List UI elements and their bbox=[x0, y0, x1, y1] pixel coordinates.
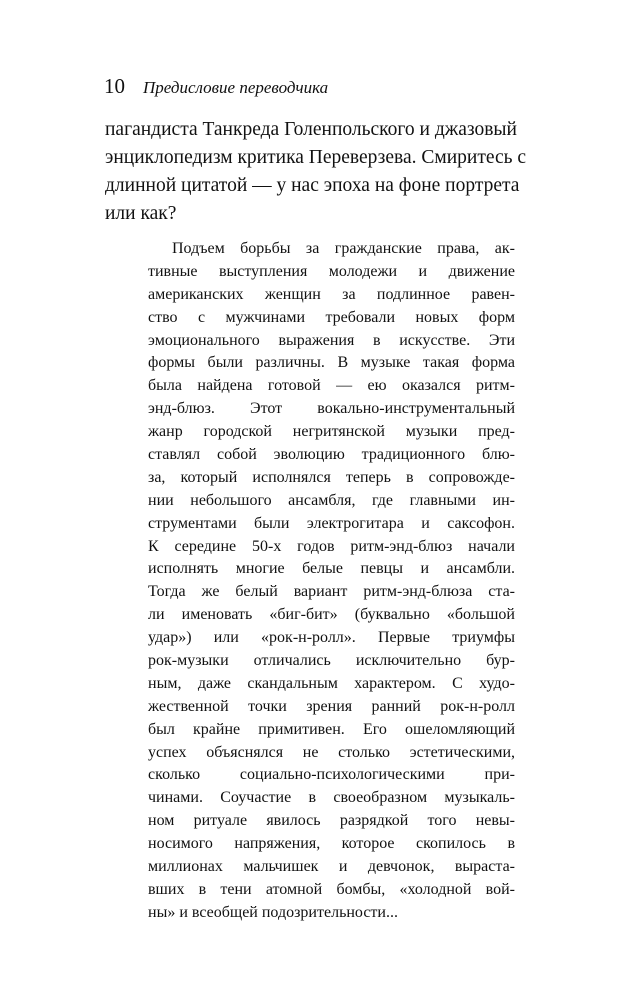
quote-line: ли именовать «биг-бит» (буквально «большой bbox=[148, 606, 515, 624]
intro-line: пагандиста Танкреда Голенпольского и джазовый bbox=[105, 119, 517, 140]
intro-paragraph bbox=[105, 116, 527, 228]
block-quote bbox=[148, 238, 515, 925]
quote-line: ны» и всеобщей подозрительности... bbox=[148, 903, 398, 921]
quote-line: Тогда же белый вариант ритм-энд-блюза ста- bbox=[148, 583, 515, 601]
quote-line: удар») или «рок-н-ролл». Первые триумфы bbox=[148, 629, 515, 647]
quote-line: Подъем борьбы за гражданские права, ак- bbox=[172, 240, 515, 257]
quote-line: успех объяснялся не столько эстетическими, bbox=[148, 743, 515, 761]
quote-line: нии небольшого ансамбля, где главными ин- bbox=[148, 491, 515, 509]
quote-line: ставлял собой эволюцию традиционного блю- bbox=[148, 446, 515, 464]
intro-line: длинной цитатой — у нас эпоха на фоне портрета bbox=[105, 175, 520, 196]
quote-line: формы были различны. В музыке такая форма bbox=[148, 354, 515, 372]
quote-line: тивные выступления молодежи и движение bbox=[148, 262, 515, 280]
intro-line: энциклопедизм критика Переверзева. Смиритесь с bbox=[105, 147, 527, 168]
quote-line: рок-музыки отличались исключительно бур- bbox=[148, 652, 515, 670]
section-title: Предисловие переводчика bbox=[143, 78, 329, 97]
quote-line: исполнять многие белые певцы и ансамбли. bbox=[148, 560, 515, 578]
quote-line: носимого напряжения, которое скопилось в bbox=[148, 835, 515, 853]
quote-line: К середине 50-х годов ритм-энд-блюз начали bbox=[148, 537, 515, 555]
intro-line: или как? bbox=[105, 203, 177, 224]
quote-line: ство с мужчинами требовали новых форм bbox=[148, 308, 515, 326]
quote-line: ном ритуале явилось разрядкой того невы- bbox=[148, 812, 515, 830]
running-head bbox=[104, 74, 328, 102]
quote-line: ным, даже скандальным характером. С худо- bbox=[148, 674, 515, 692]
quote-line: миллионах мальчишек и девчонок, выраста- bbox=[148, 858, 515, 876]
page-number: 10 bbox=[104, 74, 125, 98]
quote-line: был крайне примитивен. Его ошеломляющий bbox=[148, 720, 515, 738]
quote-line: сколько социально-психологическими при- bbox=[148, 766, 515, 784]
quote-line: вших в тени атомной бомбы, «холодной вой- bbox=[148, 880, 515, 898]
quote-line: жанр городской негритянской музыки пред- bbox=[148, 423, 515, 441]
quote-line: жественной точки зрения ранний рок-н-ролл bbox=[148, 697, 515, 715]
quote-line: эмоционального выражения в искусстве. Эти bbox=[148, 331, 515, 349]
quote-line: энд-блюз. Этот вокально-инструментальный bbox=[148, 400, 515, 418]
quote-line: за, который исполнялся теперь в сопровожде- bbox=[148, 468, 515, 486]
quote-line: струментами были электрогитара и саксофон. bbox=[148, 514, 515, 532]
quote-line: американских женщин за подлинное равен- bbox=[148, 285, 515, 303]
quote-line: была найдена готовой — ею оказался ритм- bbox=[148, 377, 515, 395]
quote-line: чинами. Соучастие в своеобразном музыкаль- bbox=[148, 789, 515, 807]
